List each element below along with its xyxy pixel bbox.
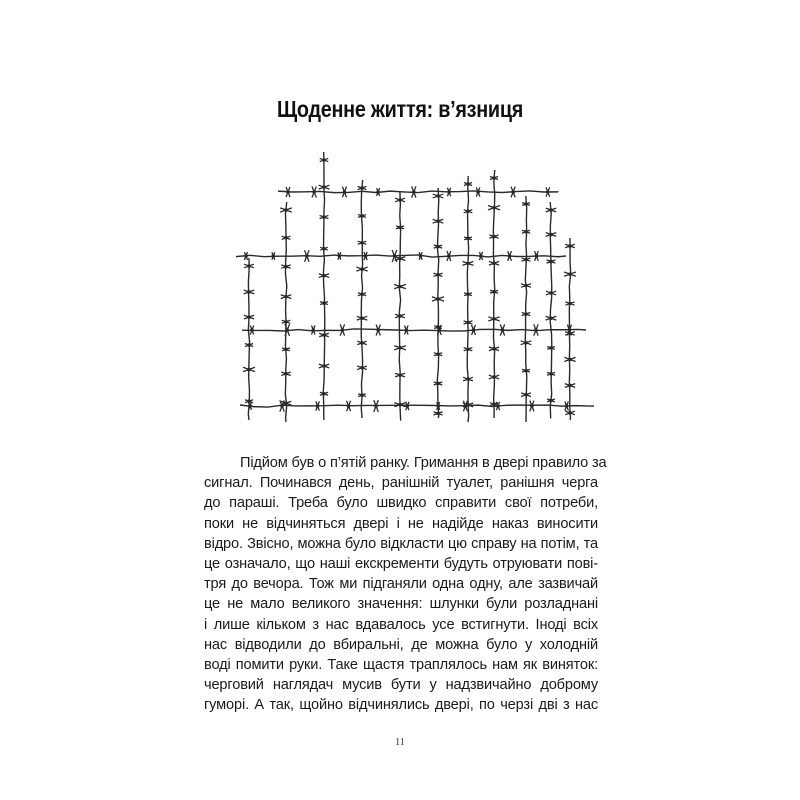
wire-barb [522, 369, 530, 373]
wire-barb [546, 291, 556, 295]
wire-barb [311, 326, 315, 335]
wire-barb [508, 251, 512, 261]
wire-barb [434, 273, 443, 277]
wire-barb [521, 284, 531, 288]
vertical-wire [525, 196, 526, 422]
wire-barb [245, 343, 253, 347]
wire-barb [546, 208, 556, 212]
text-line: і лише кільком з нас вдавалось усе встигнути. Іноді всіх [204, 616, 598, 633]
wire-barb [316, 401, 320, 410]
wire-barb [489, 261, 499, 265]
wire-barb [564, 272, 576, 276]
wire-barb [488, 205, 500, 209]
wire-barb [281, 372, 290, 376]
wire-barb [395, 198, 405, 202]
wire-barb [476, 187, 480, 196]
wire-barb [320, 247, 328, 251]
text-line: це означало, що наші екскременти будуть отруювати пові- [204, 555, 598, 572]
wire-barb [434, 245, 442, 249]
wire-barb [358, 186, 367, 190]
wire-barb [565, 384, 575, 388]
wire-barb [464, 347, 473, 351]
wire-barb [358, 214, 366, 218]
text-line: тря до вечора. Тож ми підганяли одна одну, але зазвичай [204, 576, 598, 593]
wire-barb [535, 251, 539, 261]
wire-barb [347, 401, 351, 411]
wire-barb [281, 295, 292, 299]
wire-barb [464, 209, 473, 213]
wire-barb [312, 186, 316, 197]
page-number: 11 [395, 737, 405, 748]
wire-barb [464, 182, 472, 186]
wire-barb [547, 372, 555, 376]
text-line: сигнал. Починався день, ранішній туалет, ранішня черга [204, 475, 598, 492]
wire-barb [319, 274, 329, 278]
wire-barb [285, 324, 290, 336]
wire-barb [320, 215, 329, 219]
wire-barb [521, 393, 531, 397]
wire-barb [358, 393, 366, 397]
wire-barb [565, 411, 575, 415]
wire-barb [250, 326, 254, 335]
wire-barb [433, 194, 444, 198]
wire-barb [432, 297, 444, 301]
wire-barb [305, 250, 309, 262]
wire-barb [243, 367, 255, 371]
wire-barb [565, 244, 575, 248]
wire-barb [522, 202, 530, 206]
wire-barb [534, 324, 538, 335]
wire-barb [394, 346, 406, 350]
wire-barb [447, 188, 451, 197]
horizontal-wire [240, 405, 594, 407]
text-line: відро. Звісно, можна було відкласти цю справу на потім, та [204, 535, 598, 552]
chapter-title: Щоденне життя: в’язниця [276, 96, 524, 122]
wire-barb [463, 261, 474, 265]
wire-barb [319, 364, 329, 368]
wire-barb [358, 241, 367, 245]
wire-barb [489, 375, 499, 379]
wire-barb [546, 187, 550, 196]
wire-barb [489, 235, 498, 239]
text-line: гуморі. А так, щойно відчинялись двері, по черзі дві з нас [204, 697, 598, 714]
wire-barb [565, 401, 569, 410]
wire-barb [406, 402, 410, 411]
wire-barb [281, 265, 290, 269]
text-line: черговий наглядач мусив бути у надзвичайно доброму [204, 677, 598, 694]
wire-barb [357, 316, 367, 320]
wire-barb [522, 258, 531, 262]
wire-barb [272, 252, 276, 260]
wire-barb [490, 290, 498, 294]
wire-barb [464, 321, 473, 325]
wire-barb [530, 401, 534, 412]
wire-barb [464, 237, 472, 241]
wire-barb [282, 236, 291, 240]
barbed-wire-illustration [236, 140, 596, 425]
wire-barb [521, 341, 532, 345]
wire-barb [488, 317, 499, 321]
wire-barb [463, 377, 473, 381]
wire-barb [472, 325, 476, 335]
horizontal-wire [278, 191, 558, 193]
wire-barb [338, 252, 342, 259]
wire-barb [434, 382, 443, 386]
wire-barb [395, 373, 405, 377]
wire-barb [490, 176, 498, 180]
wire-barb [320, 301, 328, 305]
wire-barb [248, 402, 252, 410]
vertical-wire [248, 258, 249, 420]
vertical-wire [285, 202, 286, 422]
wire-barb [522, 230, 530, 234]
wire-barb [447, 251, 451, 261]
wire-barb [522, 312, 531, 316]
wire-barb [244, 252, 248, 260]
wire-barb [357, 341, 366, 345]
wire-barb [392, 250, 397, 262]
wire-barb [376, 325, 380, 336]
wire-barb [319, 333, 329, 337]
wire-barb [546, 316, 557, 320]
wire-barb [286, 187, 290, 197]
wire-barb [342, 187, 346, 198]
wire-barb [464, 292, 472, 296]
wire-barb [405, 325, 409, 334]
wire-barb [394, 284, 406, 288]
text-line: нас відводили до вбиральні, де можна було у холодній [204, 636, 598, 653]
wire-barb [340, 324, 344, 335]
wire-barb [463, 401, 467, 411]
wire-barb [244, 264, 254, 268]
text-line: Підйом був о п’ятій ранку. Гримання в двері правило за [240, 455, 607, 471]
wire-barb [282, 320, 291, 324]
wire-barb [434, 352, 442, 356]
barbed-wire-grid-icon [236, 140, 596, 425]
wire-barb [434, 412, 443, 416]
wire-barb [395, 314, 405, 318]
text-line: це не мало великого значення: шлунки були розладнані [204, 596, 598, 613]
wire-barb [320, 392, 328, 396]
wire-barb [479, 252, 483, 260]
wire-barb [357, 366, 367, 370]
text-line: поки не відчиняться двері і не надійде наказ виносити [204, 515, 598, 532]
wire-barb [500, 324, 504, 335]
wire-barb [565, 302, 574, 306]
wire-barb [364, 252, 368, 260]
wire-barb [511, 187, 515, 198]
wire-barb [244, 315, 254, 319]
wire-barb [374, 400, 379, 412]
wire-barb [547, 399, 555, 403]
wire-barb [244, 290, 255, 294]
wire-barb [280, 208, 292, 212]
wire-barb [358, 292, 366, 296]
wire-barb [356, 267, 367, 271]
wire-barb [282, 348, 290, 352]
wire-barb [376, 188, 380, 196]
wire-barb [419, 252, 423, 260]
wire-barb [433, 219, 444, 223]
wire-barb [319, 185, 330, 189]
wire-barb [546, 233, 556, 237]
body-text [204, 453, 607, 715]
text-line: воді помити руки. Таке щастя траплялось нам як виняток: [204, 656, 598, 673]
text-line: до параші. Треба було швидко справити свої потреби, [204, 495, 598, 512]
wire-barb [547, 346, 555, 350]
wire-barb [396, 226, 404, 230]
wire-barb [412, 186, 416, 197]
wire-barb [547, 260, 556, 264]
wire-barb [320, 158, 329, 162]
wire-barb [489, 347, 499, 351]
wire-barb [564, 357, 575, 361]
